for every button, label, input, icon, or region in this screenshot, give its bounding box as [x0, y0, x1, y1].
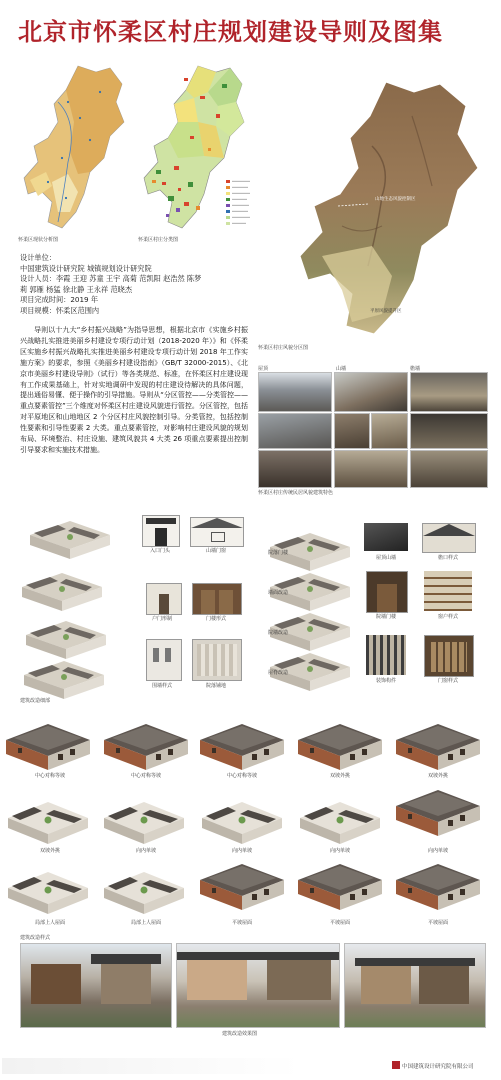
photo-label-eave: 檐墙 [410, 366, 421, 372]
unit-name: 中国建筑设计研究院 城镇规划设计研究院 [20, 263, 152, 273]
map2-legend [226, 180, 252, 232]
label-ridge: 屋脊改造 [268, 670, 289, 676]
door-window-detail [424, 635, 474, 677]
label-paving: 院落铺地 [205, 683, 226, 689]
designers-line-2: 莉 郭雁 杨猛 徐北静 王永祥 范晓杰 [20, 284, 133, 294]
label-gable: 山墙门窗 [205, 548, 226, 554]
map-style-zoning [282, 76, 490, 342]
type-label-r2c5: 向内单坡 [427, 848, 448, 854]
rendering-3 [344, 943, 486, 1028]
type-label-r3c5: 平坡屋面 [427, 920, 448, 926]
label-door-window: 门窗样式 [437, 678, 458, 684]
roof-gable-detail [364, 523, 408, 551]
type-label-r1c3: 中心对称等坡 [226, 773, 257, 779]
building-types-label: 建筑改造样式 [20, 935, 51, 941]
label-wall-renovate: 墙面改造 [268, 590, 289, 596]
type-label-r1c4: 双坡外挑 [329, 773, 350, 779]
type-label-r1c5: 双坡外挑 [427, 773, 448, 779]
map1-caption: 怀柔区现状分析图 [18, 237, 59, 243]
type-label-r3c3: 平坡屋面 [231, 920, 252, 926]
footer-logo-text: 中国建筑设计研究院有限公司 [402, 1064, 474, 1070]
map2-caption: 怀柔区村庄分类图 [138, 237, 179, 243]
label-wall: 围墙样式 [151, 683, 172, 689]
gable-window-facade [190, 517, 244, 547]
photo-eave-3 [410, 450, 488, 488]
renovation-details [0, 505, 501, 705]
type-label-r2c4: 向内单坡 [329, 848, 350, 854]
type-label-r2c1: 双坡外挑 [39, 848, 60, 854]
renovation-details-label: 建筑改造细部 [20, 698, 51, 704]
photo-roof-1 [258, 372, 332, 412]
label-courtwall: 院墙改造 [268, 630, 289, 636]
type-label-r1c1: 中心对称等坡 [34, 773, 65, 779]
building-types-grid [0, 712, 501, 932]
footer-logo-mark [392, 1061, 400, 1069]
photo-gable-1 [334, 372, 408, 412]
credits [20, 253, 250, 317]
map3-caption: 怀柔区村庄风貌分区图 [258, 345, 309, 351]
door-facade [146, 583, 182, 615]
photo-label-gable: 山墙 [336, 366, 347, 372]
type-label-r2c3: 向内单坡 [231, 848, 252, 854]
designers-line-1: 设计人员：李霞 王迎 苏童 王宇 高菊 范凯阳 赵浩然 陈梦 [20, 274, 202, 284]
project-scale: 项目规模：怀柔区范围内 [20, 305, 100, 315]
label-gate-detail: 院墙门楼 [375, 614, 396, 620]
gate-detail [366, 571, 408, 613]
label-door: 户门形制 [151, 616, 172, 622]
map3-label-mountain: 山地生态风貌控制区 [375, 197, 416, 202]
gatehouse-facade [192, 583, 242, 615]
label-eave: 檐口样式 [437, 555, 458, 561]
rendering-2 [176, 943, 340, 1028]
rendering-1 [20, 943, 172, 1028]
photo-roof-2 [258, 413, 332, 449]
unit-label: 设计单位： [20, 253, 56, 262]
type-label-r3c1: 局部上人屋面 [34, 920, 65, 926]
photo-eave-2 [410, 413, 488, 449]
page-title: 北京市怀柔区村庄规划建设导则及图集 [18, 18, 443, 46]
type-label-r2c2: 向内单坡 [135, 848, 156, 854]
ornament-detail [366, 635, 406, 675]
label-roof-gable: 屋顶山墙 [375, 555, 396, 561]
photos-caption: 怀柔区村庄传统民居风貌建筑特色 [258, 490, 334, 496]
photo-label-roof: 屋顶 [258, 366, 269, 372]
photo-gable-2 [334, 413, 370, 449]
window-detail [424, 571, 472, 611]
wall-style-2 [192, 639, 242, 681]
map3-label-plain: 平原风貌提升区 [370, 309, 402, 314]
completion-date: 项目完成时间：2019 年 [20, 295, 99, 305]
type-label-r3c2: 局部上人屋面 [130, 920, 161, 926]
photo-roof-3 [258, 450, 332, 488]
eave-detail [422, 523, 476, 553]
type-label-r3c4: 平坡屋面 [329, 920, 350, 926]
label-gate: 院落门楼 [268, 550, 289, 556]
type-label-r1c2: 中心对称等坡 [130, 773, 161, 779]
label-gatehouse: 门楼形式 [205, 616, 226, 622]
entrance-gate-facade [142, 515, 180, 547]
photo-eave-1 [410, 372, 488, 412]
map-current-analysis [18, 62, 130, 232]
label-ornament: 装饰构件 [375, 678, 396, 684]
photo-gable-3 [371, 413, 408, 449]
label-entrance: 入口门头 [149, 548, 170, 554]
wall-style-1 [146, 639, 182, 681]
description-text: 导则以十九大“乡村振兴战略”为指导思想，根据北京市《实施乡村振兴战略扎实推进美丽乡村建设专项行动计划（2018-2020 年）》和《怀柔区实施乡村振兴战略扎实推进美丽乡村建设专项行动计划 2018 年工作实施方案》的要求，参照《美丽乡村建设指南》（GB/T 32000-2015）、《北京市美丽乡村建设导则》（试行）等各类规范、标准，在怀柔区村庄建设现有工作成果基础上，针对实地调研中发现的村庄建设待解决的具体问题，提出通俗易懂、便于操作的引导措施。导则从“分区管控——分类管控——重点要素管控”三个维度对怀柔区村庄建设风貌进行管控。分区管控，包括对平原地区和山地地区 2 个分区村庄风貌控制引导。分类管控，包括控制性要素和引导性要素 2 大类。重点要素管控，对影响村庄建设风貌的规划布局、环境整治、村庄设施、建筑风貌共 4 大类 26 项重点要素提出控制引导要求和实施技术措施。 [20, 326, 248, 454]
label-window: 窗户样式 [437, 614, 458, 620]
photo-gable-4 [334, 450, 408, 488]
renderings-caption: 建筑改造效果图 [222, 1031, 258, 1037]
